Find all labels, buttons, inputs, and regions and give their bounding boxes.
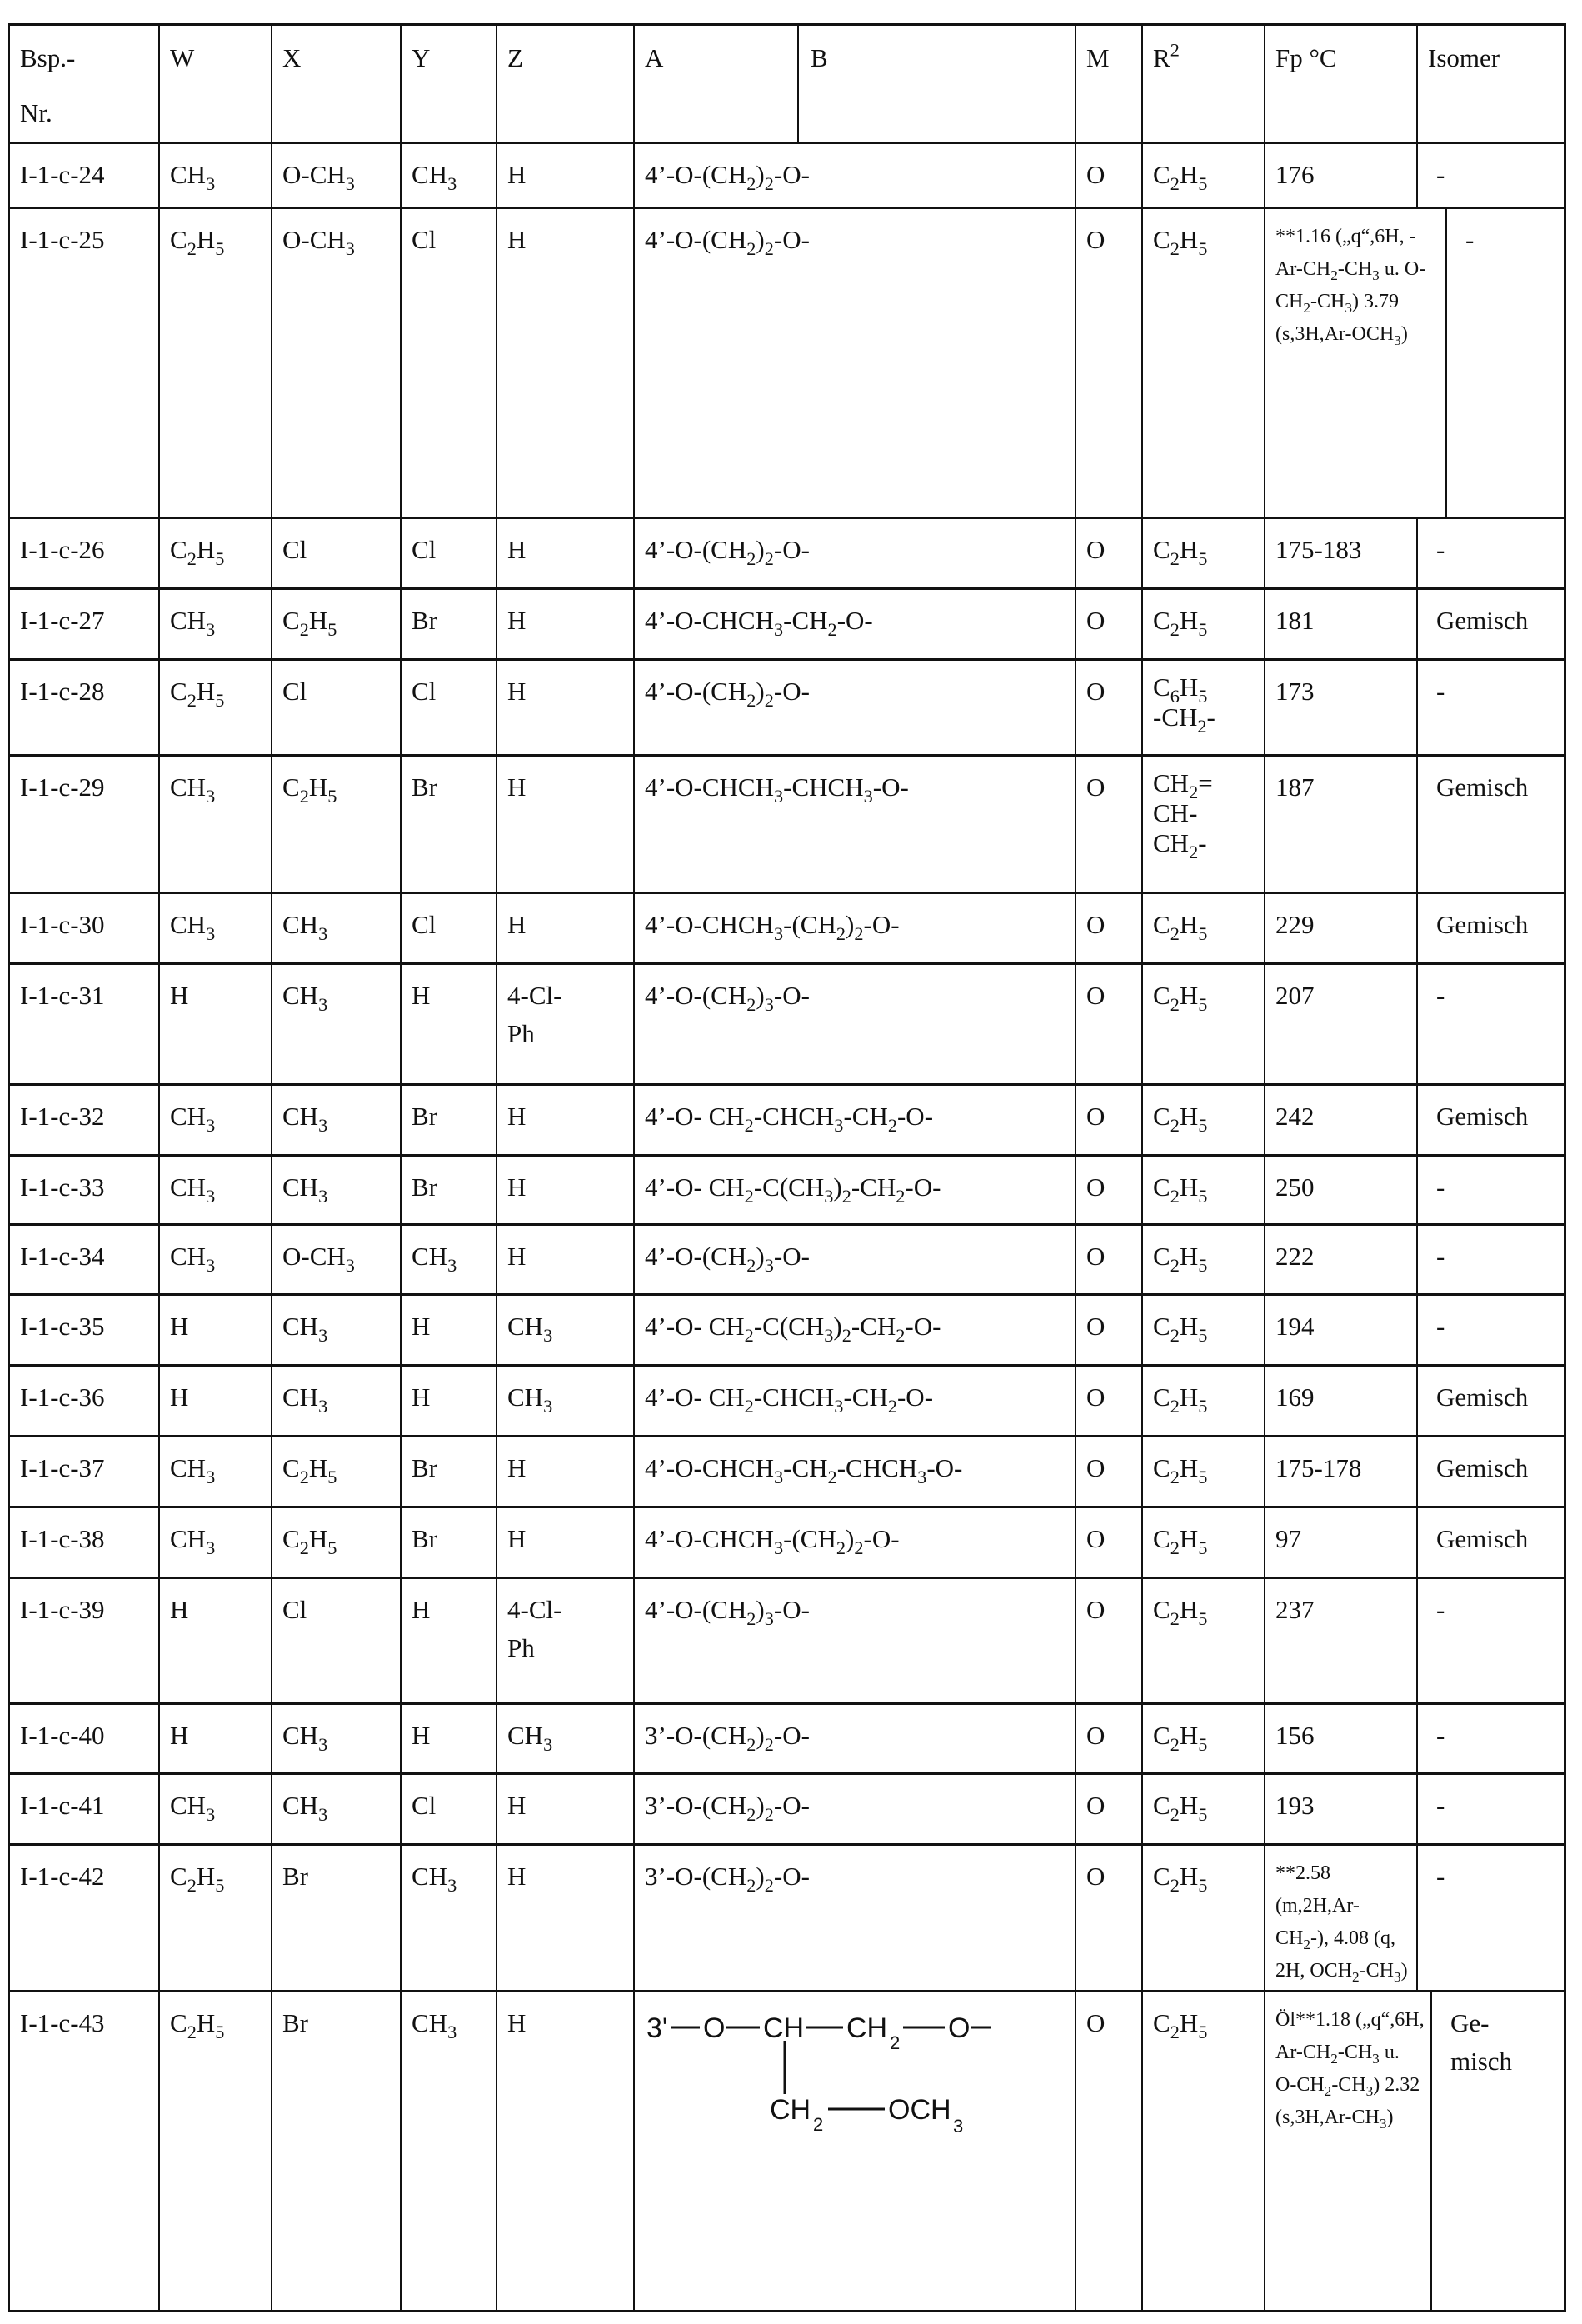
cell-isomer: -	[1416, 661, 1566, 754]
table-row	[8, 207, 1566, 517]
cell-isomer: -	[1416, 144, 1566, 207]
cell-w: H	[158, 1705, 271, 1772]
svg-text:CH: CH	[846, 2012, 888, 2044]
cell-bsp-nr: I-1-c-34	[8, 1226, 158, 1293]
cell-x: $C_2H_5$	[271, 1508, 400, 1577]
cell-z: H	[496, 209, 633, 517]
cell-y: $CH_3$	[400, 144, 496, 207]
cell-r2: $C_2H_5$	[1141, 1775, 1264, 1843]
cell-bsp-nr: I-1-c-37	[8, 1437, 158, 1506]
cell-fp: 175-178	[1264, 1437, 1416, 1506]
cell-fp: 97	[1264, 1508, 1416, 1577]
cell-r2: $C_6H_5$ $-CH_2-$	[1141, 661, 1264, 754]
cell-z: H	[496, 144, 633, 207]
cell-bsp-nr: I-1-c-25	[8, 209, 158, 517]
cell-a-b: 4’-O- $CH_2-C(CH_3)_2-CH_2-O-$	[633, 1296, 1075, 1364]
cell-y: Br	[400, 1157, 496, 1223]
cell-isomer: Gemisch	[1416, 590, 1566, 658]
cell-a-b: 4’-O- $CH_2-C(CH_3)_2-CH_2-O-$	[633, 1157, 1075, 1223]
cell-m: O	[1075, 590, 1141, 658]
cell-y: H	[400, 1296, 496, 1364]
header-z: Z	[496, 26, 633, 142]
cell-w: $CH_3$	[158, 590, 271, 658]
cell-bsp-nr: I-1-c-39	[8, 1579, 158, 1702]
cell-isomer: Gemisch	[1416, 757, 1566, 892]
cell-x: Br	[271, 1846, 400, 1990]
cell-y: Cl	[400, 894, 496, 962]
cell-x: $O-CH_3$	[271, 1226, 400, 1293]
header-isomer: Isomer	[1416, 26, 1566, 142]
cell-r2: $C_2H_5$	[1141, 1579, 1264, 1702]
svg-text:CH: CH	[763, 2012, 805, 2044]
table-row	[8, 1506, 1566, 1577]
cell-m: O	[1075, 519, 1141, 587]
cell-x: $O-CH_3$	[271, 144, 400, 207]
cell-x: $CH_3$	[271, 965, 400, 1083]
cell-y: Br	[400, 757, 496, 892]
cell-bsp-nr: I-1-c-27	[8, 590, 158, 658]
cell-x: $C_2H_5$	[271, 757, 400, 892]
cell-bsp-nr: I-1-c-29	[8, 757, 158, 892]
cell-m: O	[1075, 1157, 1141, 1223]
cell-y: H	[400, 1367, 496, 1435]
cell-y: H	[400, 1705, 496, 1772]
cell-isomer: -	[1416, 1579, 1566, 1702]
header-bsp-nr	[8, 26, 158, 142]
cell-w: $CH_3$	[158, 1775, 271, 1843]
table-row	[8, 587, 1566, 658]
cell-m: O	[1075, 661, 1141, 754]
cell-bsp-nr: I-1-c-28	[8, 661, 158, 754]
cell-r2: $C_2H_5$	[1141, 894, 1264, 962]
cell-m: O	[1075, 144, 1141, 207]
cell-w: H	[158, 1296, 271, 1364]
cell-w: $C_2H_5$	[158, 1992, 271, 2310]
cell-x: Cl	[271, 1579, 400, 1702]
cell-a-b: $4’-O-(CH_2)_2-O-$	[633, 144, 1075, 207]
cell-w: $C_2H_5$	[158, 661, 271, 754]
cell-fp: 237	[1264, 1579, 1416, 1702]
cell-fp: 222	[1264, 1226, 1416, 1293]
table-row	[8, 1990, 1566, 2312]
header-x: X	[271, 26, 400, 142]
cell-isomer: Ge- misch	[1430, 1992, 1566, 2310]
cell-y: Br	[400, 1437, 496, 1506]
cell-w: $CH_3$	[158, 1157, 271, 1223]
cell-r2: $C_2H_5$	[1141, 1226, 1264, 1293]
cell-m: O	[1075, 1086, 1141, 1154]
cell-isomer: -	[1445, 209, 1566, 517]
cell-x: $CH_3$	[271, 1705, 400, 1772]
svg-text:OCH: OCH	[888, 2094, 951, 2126]
cell-w: H	[158, 1579, 271, 1702]
cell-isomer: Gemisch	[1416, 894, 1566, 962]
cell-z: H	[496, 519, 633, 587]
cell-m: O	[1075, 1508, 1141, 1577]
cell-y: $CH_3$	[400, 1226, 496, 1293]
cell-y: Br	[400, 1086, 496, 1154]
cell-a-b: $4’-O-(CH_2)_2-O-$	[633, 661, 1075, 754]
cell-z: H	[496, 1086, 633, 1154]
cell-w: $CH_3$	[158, 1086, 271, 1154]
cell-isomer: -	[1416, 1157, 1566, 1223]
cell-bsp-nr: I-1-c-30	[8, 894, 158, 962]
cell-m: O	[1075, 1705, 1141, 1772]
cell-w: $C_2H_5$	[158, 519, 271, 587]
cell-m: O	[1075, 1992, 1141, 2310]
cell-r2: $C_2H_5$	[1141, 144, 1264, 207]
header-y: Y	[400, 26, 496, 142]
cell-a-b: $4’-O-CHCH_3-CHCH_3-O-$	[633, 757, 1075, 892]
table-header-row	[8, 23, 1566, 142]
cell-z: H	[496, 1226, 633, 1293]
cell-m: O	[1075, 1579, 1141, 1702]
cell-a-b: $4’-O-CHCH_3-(CH_2)_2-O-$	[633, 1508, 1075, 1577]
cell-a-b: $4’-O-CHCH_3-(CH_2)_2-O-$	[633, 894, 1075, 962]
table-row	[8, 1154, 1566, 1223]
cell-r2: $C_2H_5$	[1141, 1367, 1264, 1435]
cell-z: H	[496, 1508, 633, 1577]
cell-bsp-nr: I-1-c-31	[8, 965, 158, 1083]
cell-bsp-nr: I-1-c-38	[8, 1508, 158, 1577]
cell-w: $CH_3$	[158, 1508, 271, 1577]
cell-bsp-nr: I-1-c-42	[8, 1846, 158, 1990]
cell-r2: $CH_2=$ CH- $CH_2-$	[1141, 757, 1264, 892]
cell-x: Cl	[271, 519, 400, 587]
cell-bsp-nr: I-1-c-36	[8, 1367, 158, 1435]
cell-a-b: $3’-O-(CH_2)_2-O-$	[633, 1705, 1075, 1772]
cell-r2: $C_2H_5$	[1141, 1846, 1264, 1990]
cell-z: H	[496, 1437, 633, 1506]
cell-fp: Öl**1.18 („q“,6H, $Ar-CH_2-CH_3$ u. $O-CH_2-CH_3$) 2.32 $(s,3H,Ar-CH_3)$	[1264, 1992, 1430, 2310]
cell-bsp-nr: I-1-c-33	[8, 1157, 158, 1223]
header-fp: Fp °C	[1264, 26, 1416, 142]
cell-fp: 173	[1264, 661, 1416, 754]
table-row	[8, 892, 1566, 962]
cell-x: $CH_3$	[271, 1367, 400, 1435]
cell-y: Br	[400, 1508, 496, 1577]
table-row	[8, 1435, 1566, 1506]
cell-m: O	[1075, 1437, 1141, 1506]
cell-x: $CH_3$	[271, 894, 400, 962]
cell-w: $CH_3$	[158, 1437, 271, 1506]
cell-m: O	[1075, 1226, 1141, 1293]
cell-a-b: 4’-O- $CH_2-CHCH_3-CH_2-O-$	[633, 1086, 1075, 1154]
cell-w: $CH_3$	[158, 894, 271, 962]
cell-x: $C_2H_5$	[271, 590, 400, 658]
header-b: B	[797, 26, 828, 142]
cell-fp: 193	[1264, 1775, 1416, 1843]
cell-w: H	[158, 1367, 271, 1435]
cell-bsp-nr: I-1-c-26	[8, 519, 158, 587]
cell-isomer: -	[1416, 519, 1566, 587]
table-row	[8, 1772, 1566, 1843]
header-bsp-label: Bsp.-	[20, 43, 76, 72]
cell-m: O	[1075, 209, 1141, 517]
svg-text:O: O	[948, 2012, 971, 2044]
cell-x: $O-CH_3$	[271, 209, 400, 517]
cell-fp: 187	[1264, 757, 1416, 892]
cell-fp: 207	[1264, 965, 1416, 1083]
cell-fp: 176	[1264, 144, 1416, 207]
cell-m: O	[1075, 1367, 1141, 1435]
cell-r2: $C_2H_5$	[1141, 519, 1264, 587]
cell-w: $CH_3$	[158, 1226, 271, 1293]
cell-isomer: Gemisch	[1416, 1367, 1566, 1435]
cell-z: H	[496, 1992, 633, 2310]
cell-isomer: Gemisch	[1416, 1086, 1566, 1154]
cell-m: O	[1075, 1846, 1141, 1990]
cell-bsp-nr: I-1-c-35	[8, 1296, 158, 1364]
svg-text:2: 2	[813, 2114, 824, 2135]
cell-z: $CH_3$	[496, 1367, 633, 1435]
cell-z: H	[496, 894, 633, 962]
cell-m: O	[1075, 757, 1141, 892]
cell-isomer: -	[1416, 965, 1566, 1083]
cell-isomer: -	[1416, 1705, 1566, 1772]
cell-isomer: -	[1416, 1775, 1566, 1843]
cell-y: $CH_3$	[400, 1846, 496, 1990]
cell-isomer: -	[1416, 1226, 1566, 1293]
cell-r2: $C_2H_5$	[1141, 1296, 1264, 1364]
cell-isomer: Gemisch	[1416, 1437, 1566, 1506]
cell-r2: $C_2H_5$	[1141, 1508, 1264, 1577]
cell-z: 4-Cl- Ph	[496, 1579, 633, 1702]
header-m: M	[1075, 26, 1141, 142]
cell-a-b: $4’-O-(CH_2)_2-O-$	[633, 519, 1075, 587]
cell-x: $CH_3$	[271, 1775, 400, 1843]
cell-fp: 169	[1264, 1367, 1416, 1435]
table-row	[8, 1364, 1566, 1435]
cell-x: $CH_3$	[271, 1086, 400, 1154]
header-nr-label: Nr.	[20, 98, 52, 127]
cell-z: $CH_3$	[496, 1705, 633, 1772]
table-row	[8, 142, 1566, 207]
cell-z: $CH_3$	[496, 1296, 633, 1364]
cell-y: Cl	[400, 1775, 496, 1843]
cell-y: Cl	[400, 209, 496, 517]
cell-x: $C_2H_5$	[271, 1437, 400, 1506]
cell-r2: $C_2H_5$	[1141, 1705, 1264, 1772]
cell-a-b: $4’-O-CHCH_3-CH_2-CHCH_3-O-$	[633, 1437, 1075, 1506]
header-r2: $R^2$	[1141, 26, 1264, 142]
cell-y: H	[400, 1579, 496, 1702]
table-row	[8, 1702, 1566, 1772]
cell-m: O	[1075, 894, 1141, 962]
table-row	[8, 754, 1566, 892]
cell-z: H	[496, 590, 633, 658]
cell-fp: 194	[1264, 1296, 1416, 1364]
table-row	[8, 517, 1566, 587]
structure-formula-drawing	[643, 2001, 1076, 2142]
cell-w: H	[158, 965, 271, 1083]
table-row	[8, 1843, 1566, 1990]
cell-y: Br	[400, 590, 496, 658]
cell-fp: 181	[1264, 590, 1416, 658]
cell-fp: 250	[1264, 1157, 1416, 1223]
cell-z: H	[496, 1846, 633, 1990]
cell-bsp-nr: I-1-c-41	[8, 1775, 158, 1843]
cell-r2: $C_2H_5$	[1141, 965, 1264, 1083]
cell-z: H	[496, 1157, 633, 1223]
cell-x: Br	[271, 1992, 400, 2310]
table-row	[8, 962, 1566, 1083]
svg-text:3: 3	[953, 2116, 964, 2137]
cell-fp: **2.58 $(m,2H,Ar-CH_2-)$, 4.08 (q, 2H, $OCH_2-CH_3$)	[1264, 1846, 1416, 1990]
cell-a-b: $4’-O-(CH_2)_3-O-$	[633, 1579, 1075, 1702]
cell-y: H	[400, 965, 496, 1083]
cell-a-b: $3’-O-(CH_2)_2-O-$	[633, 1846, 1075, 1990]
cell-a-b: $3’-O-(CH_2)_2-O-$	[633, 1775, 1075, 1843]
cell-x: $CH_3$	[271, 1157, 400, 1223]
table-row	[8, 1223, 1566, 1293]
cell-y: $CH_3$	[400, 1992, 496, 2310]
cell-z: H	[496, 1775, 633, 1843]
header-a: A B	[633, 26, 1075, 142]
cell-z: H	[496, 757, 633, 892]
cell-x: $CH_3$	[271, 1296, 400, 1364]
cell-w: $CH_3$	[158, 757, 271, 892]
cell-a-b: $4’-O-CHCH_3-CH_2-O-$	[633, 590, 1075, 658]
cell-z: 4-Cl- Ph	[496, 965, 633, 1083]
cell-m: O	[1075, 965, 1141, 1083]
table-row	[8, 658, 1566, 754]
svg-text:2: 2	[890, 2032, 901, 2053]
cell-a-b: $4’-O-(CH_2)_3-O-$	[633, 965, 1075, 1083]
cell-bsp-nr: I-1-c-43	[8, 1992, 158, 2310]
cell-m: O	[1075, 1296, 1141, 1364]
cell-fp: 156	[1264, 1705, 1416, 1772]
cell-w: $C_2H_5$	[158, 1846, 271, 1990]
cell-bsp-nr: I-1-c-32	[8, 1086, 158, 1154]
table-row	[8, 1083, 1566, 1154]
cell-a-b: 4’-O- $CH_2-CHCH_3-CH_2-O-$	[633, 1367, 1075, 1435]
svg-text:CH: CH	[770, 2094, 811, 2126]
cell-r2: $C_2H_5$	[1141, 1086, 1264, 1154]
cell-a-b	[633, 1992, 1075, 2310]
cell-isomer: -	[1416, 1296, 1566, 1364]
cell-bsp-nr: I-1-c-24	[8, 144, 158, 207]
cell-x: Cl	[271, 661, 400, 754]
cell-r2: $C_2H_5$	[1141, 1157, 1264, 1223]
cell-r2: $C_2H_5$	[1141, 1992, 1264, 2310]
cell-isomer: -	[1416, 1846, 1566, 1990]
cell-isomer: Gemisch	[1416, 1508, 1566, 1577]
cell-r2: $C_2H_5$	[1141, 1437, 1264, 1506]
cell-y: Cl	[400, 519, 496, 587]
cell-w: $C_2H_5$	[158, 209, 271, 517]
svg-text:O: O	[703, 2012, 726, 2044]
table-row	[8, 1293, 1566, 1364]
cell-w: $CH_3$	[158, 144, 271, 207]
cell-z: H	[496, 661, 633, 754]
cell-fp: 175-183	[1264, 519, 1416, 587]
cell-r2: $C_2H_5$	[1141, 590, 1264, 658]
cell-fp: 242	[1264, 1086, 1416, 1154]
cell-bsp-nr: I-1-c-40	[8, 1705, 158, 1772]
cell-fp: 229	[1264, 894, 1416, 962]
cell-a-b: $4’-O-(CH_2)_3-O-$	[633, 1226, 1075, 1293]
table-row	[8, 1577, 1566, 1702]
cell-a-b: $4’-O-(CH_2)_2-O-$	[633, 209, 1075, 517]
cell-r2: $C_2H_5$	[1141, 209, 1264, 517]
cell-fp: **1.16 („q“,6H, $-Ar-CH_2-CH_3$ u. $O-CH_2-CH_3$) 3.79 $(s,3H,Ar-OCH_3)$	[1264, 209, 1445, 517]
cell-m: O	[1075, 1775, 1141, 1843]
header-w: W	[158, 26, 271, 142]
svg-text:3': 3'	[646, 2012, 668, 2044]
cell-y: Cl	[400, 661, 496, 754]
